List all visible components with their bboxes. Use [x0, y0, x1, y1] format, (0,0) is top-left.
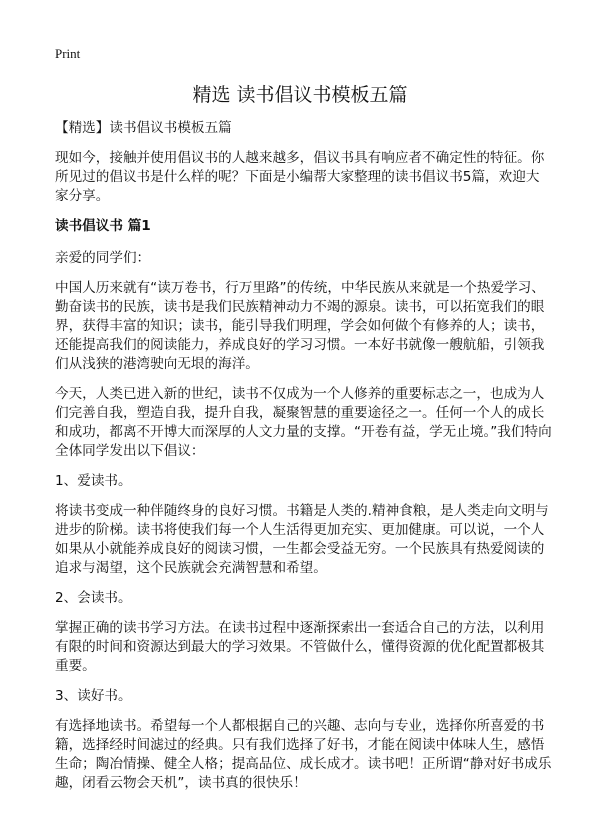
section-heading: 读书倡议书 篇1	[55, 218, 151, 234]
document-subtitle: 【精选】读书倡议书模板五篇	[55, 120, 232, 136]
document-body	[55, 119, 552, 804]
body-paragraph: 中国人历来就有“读万卷书，行万里路”的传统，中华民族从来就是一个热爱学习、勤奋读书的民族，读书是我们民族精神动力不竭的源泉。读书，可以拓宽我们的眼界，获得丰富的知识；读书，能引导我们明理，学会如何做个有修养的人；读书，还能提高我们的阅读能力，养成良好的学习习惯。一本好书就像一艘航船，引领我们从浅狭的港湾驶向无垠的海洋。	[55, 280, 545, 372]
body-paragraph: 今天，人类已进入新的世纪，读书不仅成为一个人修养的重要标志之一，也成为人们完善自我，塑造自我，提升自我，凝聚智慧的重要途径之一。任何一个人的成长和成功，都离不开博大而深厚的人文力量的支撑。“开卷有益，学无止境。”我们特向全体同学发出以下倡议：	[55, 386, 552, 459]
item-heading: 1、爱读书。	[55, 473, 132, 489]
greeting: 亲爱的同学们：	[55, 250, 151, 266]
document-title: 精选 读书倡议书模板五篇	[192, 84, 408, 106]
item-heading: 2、会读书。	[55, 590, 132, 606]
item-paragraph: 掌握正确的读书学习方法。在读书过程中逐渐探索出一套适合自己的方法，以利用有限的时间和资源达到最大的学习效果。不管做什么，懂得资源的优化配置都极其重要。	[55, 620, 545, 674]
print-link[interactable]: Print	[55, 46, 81, 61]
item-paragraph: 将读书变成一种伴随终身的良好习惯。书籍是人类的.精神食粮，是人类走向文明与进步的阶梯。读书将使我们每一个人生活得更加充实、更加健康。可以说，一个人如果从小就能养成良好的阅读习惯，一生都会受益无穷。一个民族具有热爱阅读的追求与渴望，这个民族就会充满智慧和希望。	[55, 503, 549, 576]
item-paragraph: 有选择地读书。希望每一个人都根据自己的兴趣、志向与专业，选择你所喜爱的书籍，选择经时间滤过的经典。只有我们选择了好书，才能在阅读中体味人生，感悟生命；陶冶情操、健全人格；提高品位、成长成才。读书吧！正所谓“静对好书成乐趣，闭看云物会天机”，读书真的很快乐！	[55, 718, 552, 791]
item-heading: 3、读好书。	[55, 688, 132, 704]
intro-paragraph: 现如今，接触并使用倡议书的人越来越多，倡议书具有响应者不确定性的特征。你所见过的倡议书是什么样的呢？下面是小编帮大家整理的读书倡议书5篇，欢迎大家分享。	[55, 150, 545, 204]
